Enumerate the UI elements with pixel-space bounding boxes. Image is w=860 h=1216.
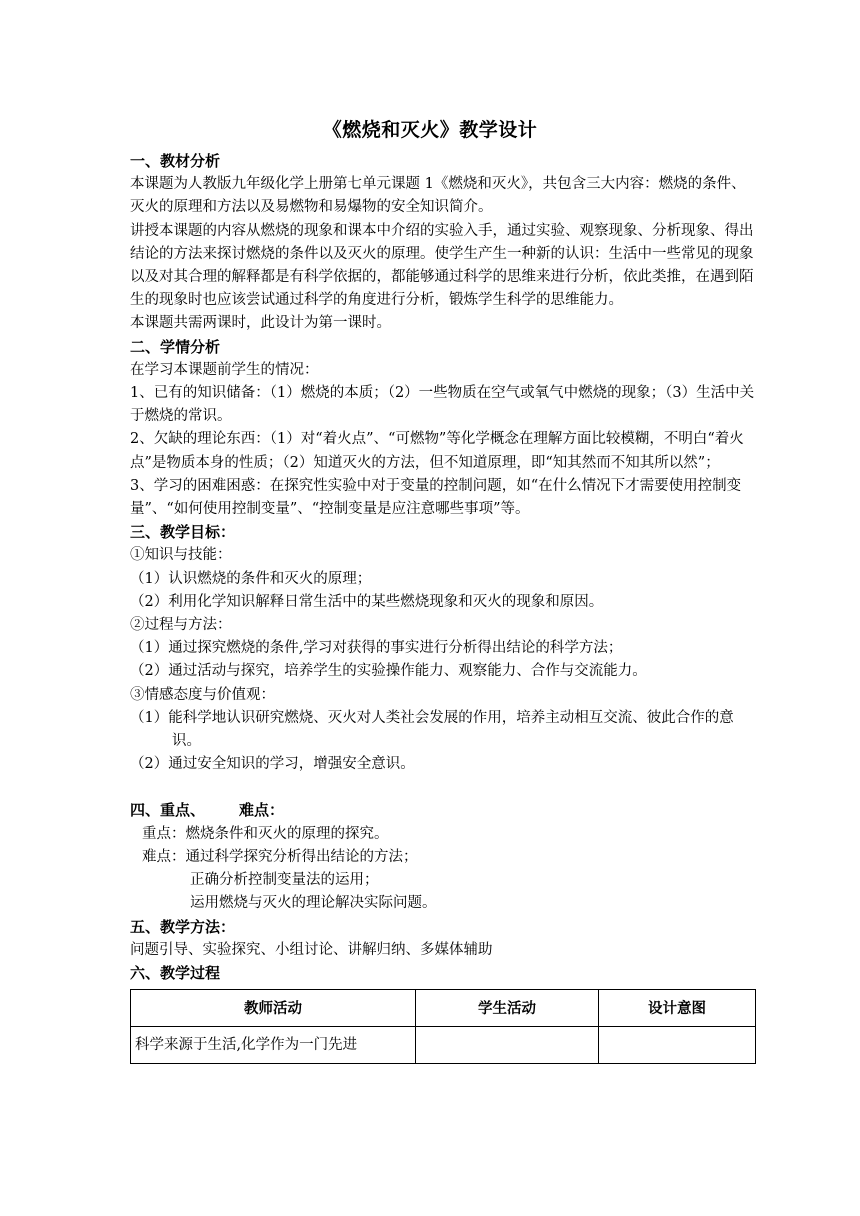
section-heading-teaching-methods: 五、教学方法： bbox=[130, 917, 236, 936]
heading-part: 难点： bbox=[239, 801, 285, 820]
goal-item: （1）能科学地认识研究燃烧、灭火对人类社会发展的作用，培养主动相互交流、彼此合作的意识。 bbox=[130, 709, 734, 750]
goal-subtitle: ②过程与方法： bbox=[130, 617, 232, 634]
paragraph: 1、已有的知识储备：（1）燃烧的本质；（2）一些物质在空气或氧气中燃烧的现象；（3）生活中关于燃烧的常识。 bbox=[130, 385, 755, 425]
table-cell bbox=[599, 1027, 756, 1064]
goal-item: （2）通过安全知识的学习，增强安全意识。 bbox=[130, 756, 415, 773]
goal-subtitle: ③情感态度与价值观： bbox=[130, 686, 275, 703]
table-header-cell: 学生活动 bbox=[416, 990, 599, 1027]
table-row bbox=[131, 1027, 756, 1064]
paragraph: 本课题共需两课时，此设计为第一课时。 bbox=[130, 315, 391, 332]
paragraph: 2、欠缺的理论东西：（1）对“着火点”、“可燃物”等化学概念在理解方面比较模糊，不明白“着火点”是物质本身的性质；（2）知道灭火的方法，但不知道原理，即“知其然而不知其所以然”； bbox=[130, 431, 744, 471]
goal-item: （1）认识燃烧的条件和灭火的原理； bbox=[130, 570, 372, 587]
difficulty-label: 难点： bbox=[142, 848, 186, 865]
section-heading-key-points bbox=[130, 799, 756, 822]
table-header-cell: 教师活动 bbox=[131, 990, 416, 1027]
difficulty-line: 运用燃烧与灭火的理论解决实际问题。 bbox=[190, 895, 437, 912]
difficulty-text: 通过科学探究分析得出结论的方法； bbox=[185, 848, 418, 865]
key-point-line bbox=[130, 823, 756, 846]
process-table bbox=[130, 989, 756, 1064]
goal-item: （1）通过探究燃烧的条件,学习对获得的事实进行分析得出结论的科学方法； bbox=[130, 640, 623, 657]
section-heading-teaching-process: 六、教学过程 bbox=[130, 963, 221, 982]
paragraph: 问题引导、实验探究、小组讨论、讲解归纳、多媒体辅助 bbox=[130, 941, 493, 958]
document-body bbox=[130, 150, 756, 1064]
goal-item: （2）利用化学知识解释日常生活中的某些燃烧现象和灭火的现象和原因。 bbox=[130, 593, 604, 610]
table-cell: 科学来源于生活,化学作为一门先进 bbox=[131, 1027, 416, 1064]
goal-subtitle: ①知识与技能： bbox=[130, 547, 232, 564]
key-label: 重点： bbox=[142, 825, 186, 842]
difficulty-line bbox=[130, 846, 756, 869]
section-heading-teaching-goals: 三、教学目标： bbox=[130, 523, 236, 542]
paragraph: 3、学习的困难困惑：在探究性实验中对于变量的控制问题，如“在什么情况下才需要使用控制变量”、“如何使用控制变量”、“控制变量是应注意哪些事项”等。 bbox=[130, 477, 742, 518]
paragraph: 讲授本课题的内容从燃烧的现象和课本中介绍的实验入手，通过实验、观察现象、分析现象、得出结论的方法来探讨燃烧的条件以及灭火的原理。使学生产生一种新的认识：生活中一些常见的现象以及对其合理的解释都是有科学依据的，都能够通过科学的思维来进行分析，依此类推，在遇到陌生的现象时也应该尝试通过科学的角度进行分析，锻炼学生科学的思维能力。 bbox=[130, 222, 754, 309]
difficulty-line: 正确分析控制变量法的运用； bbox=[190, 872, 379, 889]
document-title: 《燃烧和灭火》教学设计 bbox=[322, 119, 538, 141]
heading-part: 四、重点、 bbox=[130, 801, 206, 820]
table-header-cell: 设计意图 bbox=[599, 990, 756, 1027]
goal-item: （2）通过活动与探究，培养学生的实验操作能力、观察能力、合作与交流能力。 bbox=[130, 663, 647, 680]
section-heading-textbook-analysis: 一、教材分析 bbox=[130, 152, 221, 170]
paragraph: 在学习本课题前学生的情况： bbox=[130, 361, 319, 378]
section-heading-student-analysis: 二、学情分析 bbox=[130, 337, 221, 356]
paragraph: 本课题为人教版九年级化学上册第七单元课题 1《燃烧和灭火》，共包含三大内容：燃烧的条件、灭火的原理和方法以及易燃物和易爆物的安全知识简介。 bbox=[130, 176, 746, 216]
table-header-row bbox=[131, 990, 756, 1027]
table-cell bbox=[416, 1027, 599, 1064]
key-text: 燃烧条件和灭火的原理的探究。 bbox=[185, 825, 389, 842]
